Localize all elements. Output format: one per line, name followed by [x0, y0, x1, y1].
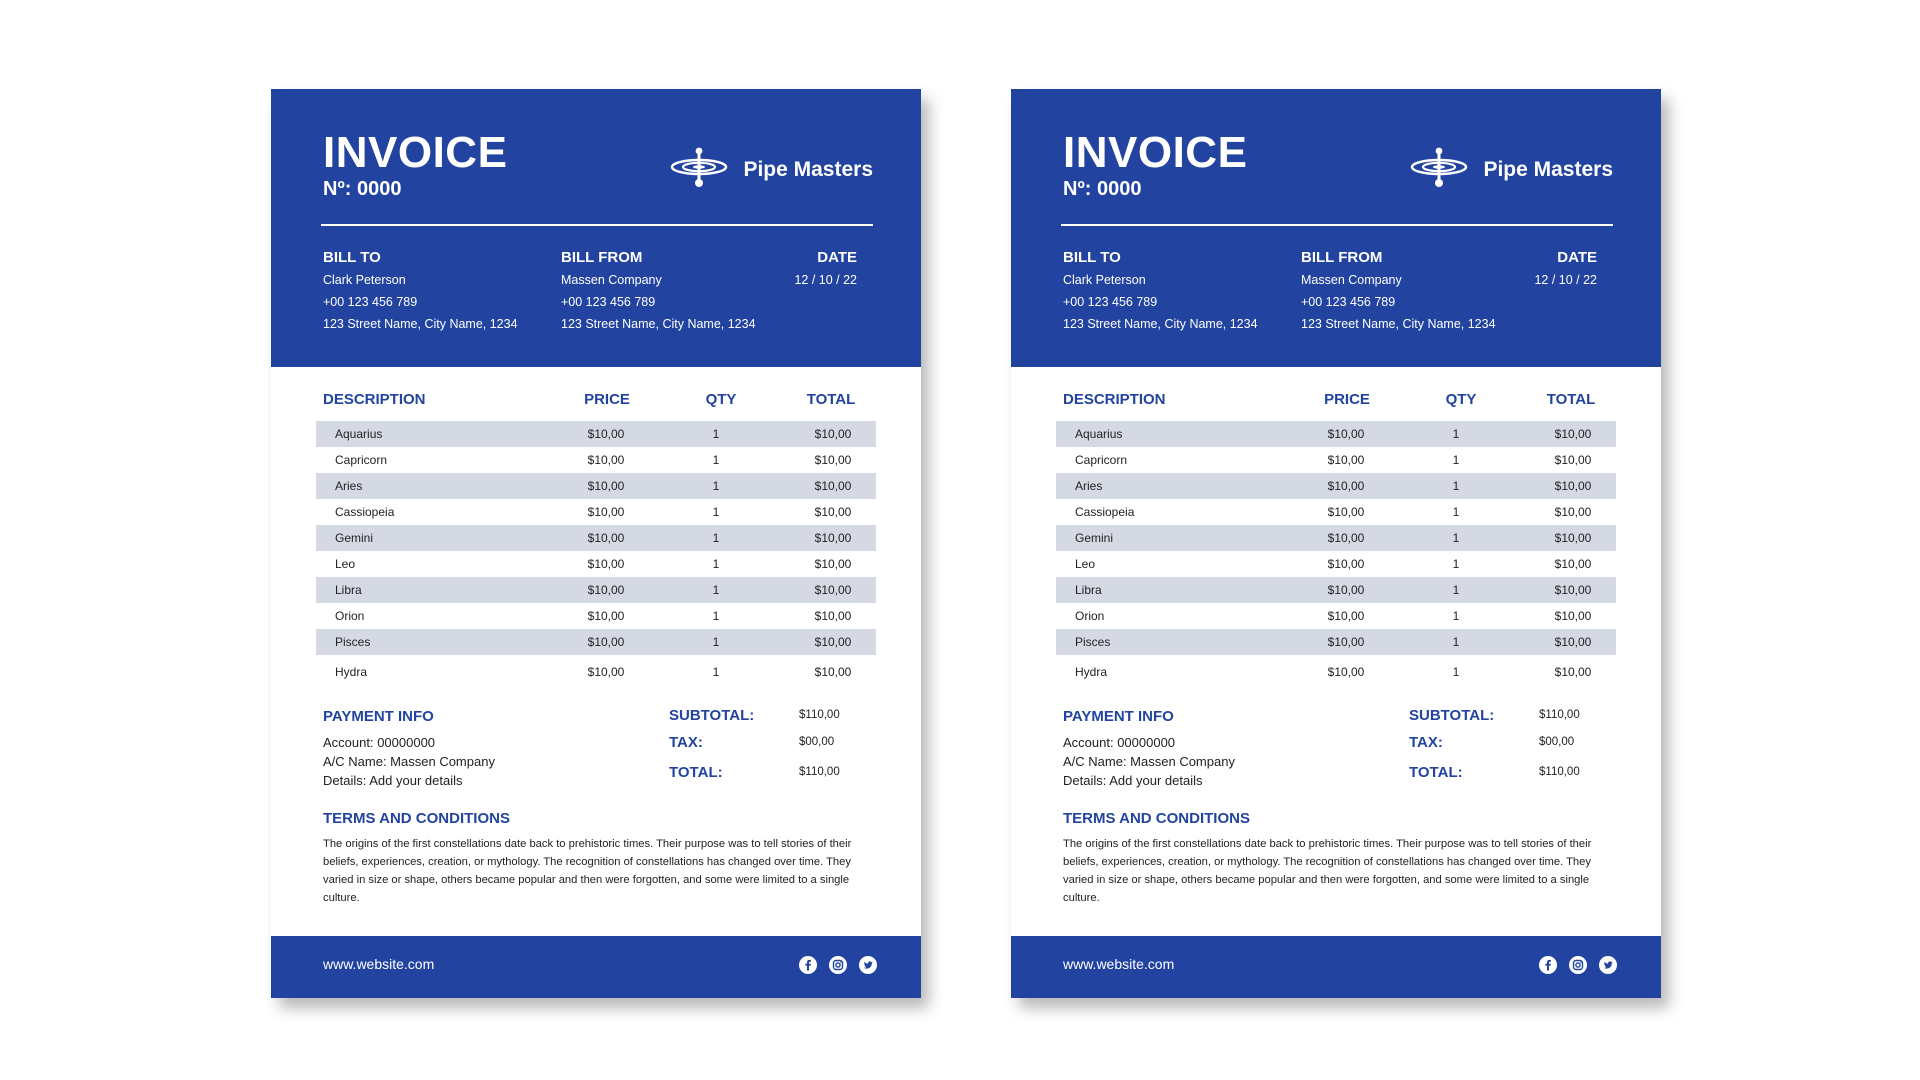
item-description: Hydra [1075, 665, 1108, 679]
total-value: $110,00 [799, 766, 840, 778]
invoice-page-right [1011, 89, 1661, 998]
tax-row [669, 734, 869, 754]
table-row [316, 603, 876, 629]
item-qty: 1 [712, 453, 720, 467]
item-total: $10,00 [814, 427, 852, 441]
total-label: TOTAL: [1409, 764, 1463, 781]
item-price: $10,00 [587, 505, 625, 519]
item-qty: 1 [1452, 635, 1460, 649]
table-row [316, 447, 876, 473]
item-total: $10,00 [1554, 531, 1592, 545]
bill-to-name: Clark Peterson [323, 273, 406, 287]
item-description: Libra [1075, 583, 1102, 597]
item-qty: 1 [1452, 609, 1460, 623]
social-links [1539, 956, 1617, 974]
item-qty: 1 [712, 427, 720, 441]
bill-to-heading: BILL TO [323, 249, 381, 266]
col-price: PRICE [584, 391, 630, 408]
bill-to-address: 123 Street Name, City Name, 1234 [323, 317, 518, 331]
item-qty: 1 [1452, 531, 1460, 545]
instagram-icon[interactable] [829, 956, 847, 974]
bill-from-phone: +00 123 456 789 [561, 295, 656, 309]
date-value: 12 / 10 / 22 [794, 273, 857, 287]
table-row [316, 551, 876, 577]
item-description: Gemini [335, 531, 374, 545]
bill-from-name: Massen Company [1301, 273, 1402, 287]
payment-account: Account: 00000000 [1063, 735, 1176, 750]
items-table-body [316, 421, 876, 687]
total-row [669, 764, 869, 784]
item-total: $10,00 [1554, 557, 1592, 571]
subtotal-value: $110,00 [1539, 709, 1580, 721]
invoice-page-left [271, 89, 921, 998]
date-block [1534, 249, 1597, 291]
item-price: $10,00 [1327, 531, 1365, 545]
payment-account: Account: 00000000 [323, 735, 436, 750]
terms-heading: TERMS AND CONDITIONS [1063, 810, 1250, 827]
instagram-icon[interactable] [1569, 956, 1587, 974]
item-qty: 1 [1452, 665, 1460, 679]
table-row [1056, 551, 1616, 577]
payment-heading: PAYMENT INFO [323, 708, 434, 725]
col-qty: QTY [1445, 391, 1477, 408]
date-heading: DATE [1557, 249, 1597, 266]
brand-logo [1409, 145, 1613, 194]
item-qty: 1 [1452, 557, 1460, 571]
item-total: $10,00 [814, 665, 852, 679]
facebook-icon[interactable] [799, 956, 817, 974]
bill-from-address: 123 Street Name, City Name, 1234 [1301, 317, 1496, 331]
invoice-header [1011, 89, 1661, 367]
item-total: $10,00 [814, 531, 852, 545]
item-description: Aquarius [335, 427, 383, 441]
subtotal-row [669, 707, 869, 727]
item-qty: 1 [712, 531, 720, 545]
item-total: $10,00 [1554, 505, 1592, 519]
items-table-body [1056, 421, 1616, 687]
subtotal-row [1409, 707, 1609, 727]
table-row [316, 577, 876, 603]
item-qty: 1 [712, 635, 720, 649]
table-row [316, 421, 876, 447]
item-price: $10,00 [1327, 665, 1365, 679]
item-total: $10,00 [1554, 583, 1592, 597]
invoice-number: Nº: 0000 [1063, 178, 1142, 200]
table-row [1056, 629, 1616, 655]
bill-from-block [1301, 249, 1496, 335]
terms-and-conditions [323, 809, 873, 907]
facebook-icon[interactable] [1539, 956, 1557, 974]
item-price: $10,00 [587, 453, 625, 467]
subtotal-label: SUBTOTAL: [1409, 707, 1495, 724]
header-divider [1061, 224, 1613, 226]
tax-value: $00,00 [799, 736, 835, 748]
item-price: $10,00 [587, 479, 625, 493]
item-price: $10,00 [1327, 609, 1365, 623]
item-qty: 1 [712, 665, 720, 679]
item-price: $10,00 [1327, 453, 1365, 467]
items-table-header [1063, 391, 1613, 411]
item-qty: 1 [712, 479, 720, 493]
table-row [316, 629, 876, 655]
col-total: TOTAL [806, 391, 856, 408]
date-heading: DATE [817, 249, 857, 266]
item-description: Orion [1075, 609, 1105, 623]
brand-name: Pipe Masters [1483, 157, 1613, 181]
brand-name: Pipe Masters [743, 157, 873, 181]
item-price: $10,00 [1327, 557, 1365, 571]
table-row [1056, 603, 1616, 629]
payment-info [323, 707, 495, 790]
table-row [1056, 655, 1616, 687]
twitter-icon[interactable] [859, 956, 877, 974]
item-price: $10,00 [587, 583, 625, 597]
item-total: $10,00 [814, 557, 852, 571]
item-price: $10,00 [1327, 505, 1365, 519]
total-label: TOTAL: [669, 764, 723, 781]
tax-value: $00,00 [1539, 736, 1575, 748]
item-qty: 1 [712, 609, 720, 623]
item-description: Pisces [335, 635, 371, 649]
pipe-masters-logo-icon [1409, 145, 1475, 194]
table-row [316, 655, 876, 687]
item-total: $10,00 [814, 453, 852, 467]
table-row [316, 473, 876, 499]
payment-details: Details: Add your details [323, 773, 463, 788]
payment-ac-name: A/C Name: Massen Company [323, 754, 495, 769]
header-divider [321, 224, 873, 226]
subtotal-label: SUBTOTAL: [669, 707, 755, 724]
item-description: Aquarius [1075, 427, 1123, 441]
item-description: Capricorn [1075, 453, 1128, 467]
item-total: $10,00 [814, 583, 852, 597]
table-row [316, 525, 876, 551]
item-price: $10,00 [1327, 427, 1365, 441]
item-qty: 1 [712, 583, 720, 597]
terms-text: The origins of the first constellations date back to prehistoric times. Their purpose was to tell stories of their beliefs, experiences, creation, or mythology. The recognition of constellations has changed over time. They varied in size or shape, others became popular and then were forgotten, and some were limited to a single culture. [1063, 838, 1592, 904]
item-price: $10,00 [587, 609, 625, 623]
invoice-footer [1011, 936, 1661, 998]
bill-to-block [323, 249, 518, 335]
payment-ac-name: A/C Name: Massen Company [1063, 754, 1235, 769]
payment-heading: PAYMENT INFO [1063, 708, 1174, 725]
col-total: TOTAL [1546, 391, 1596, 408]
payment-info [1063, 707, 1235, 790]
item-qty: 1 [1452, 453, 1460, 467]
col-price: PRICE [1324, 391, 1370, 408]
date-block [794, 249, 857, 291]
invoice-header [271, 89, 921, 367]
table-row [316, 499, 876, 525]
bill-from-address: 123 Street Name, City Name, 1234 [561, 317, 756, 331]
date-value: 12 / 10 / 22 [1534, 273, 1597, 287]
pipe-masters-logo-icon [669, 145, 735, 194]
item-price: $10,00 [1327, 635, 1365, 649]
item-total: $10,00 [814, 609, 852, 623]
item-total: $10,00 [814, 635, 852, 649]
invoice-title: INVOICE [323, 128, 508, 177]
bill-from-heading: BILL FROM [561, 249, 643, 266]
tax-label: TAX: [1409, 734, 1443, 751]
invoice-title: INVOICE [1063, 128, 1248, 177]
item-total: $10,00 [1554, 665, 1592, 679]
website-link[interactable]: www.website.com [1063, 956, 1175, 972]
col-description: DESCRIPTION [1063, 391, 1166, 408]
item-description: Cassiopeia [1075, 505, 1135, 519]
bill-to-block [1063, 249, 1258, 335]
bill-to-address: 123 Street Name, City Name, 1234 [1063, 317, 1258, 331]
bill-from-heading: BILL FROM [1301, 249, 1383, 266]
bill-to-phone: +00 123 456 789 [1063, 295, 1158, 309]
invoice-footer [271, 936, 921, 998]
terms-text: The origins of the first constellations date back to prehistoric times. Their purpose was to tell stories of their beliefs, experiences, creation, or mythology. The recognition of constellations has changed over time. They varied in size or shape, others became popular and then were forgotten, and some were limited to a single culture. [323, 838, 852, 904]
bill-from-name: Massen Company [561, 273, 662, 287]
item-description: Leo [335, 557, 356, 571]
items-table-header [323, 391, 873, 411]
item-total: $10,00 [1554, 635, 1592, 649]
bill-to-phone: +00 123 456 789 [323, 295, 418, 309]
item-description: Libra [335, 583, 362, 597]
item-price: $10,00 [587, 557, 625, 571]
item-qty: 1 [1452, 427, 1460, 441]
item-description: Aries [335, 479, 363, 493]
invoice-number: Nº: 0000 [323, 178, 402, 200]
table-row [1056, 499, 1616, 525]
payment-details: Details: Add your details [1063, 773, 1203, 788]
item-price: $10,00 [587, 665, 625, 679]
item-total: $10,00 [1554, 453, 1592, 467]
brand-logo [669, 145, 873, 194]
item-price: $10,00 [587, 531, 625, 545]
item-description: Aries [1075, 479, 1103, 493]
total-value: $110,00 [1539, 766, 1580, 778]
item-price: $10,00 [587, 635, 625, 649]
table-row [1056, 421, 1616, 447]
terms-and-conditions [1063, 809, 1613, 907]
tax-row [1409, 734, 1609, 754]
website-link[interactable]: www.website.com [323, 956, 435, 972]
terms-heading: TERMS AND CONDITIONS [323, 810, 510, 827]
item-description: Capricorn [335, 453, 388, 467]
item-total: $10,00 [1554, 479, 1592, 493]
item-description: Leo [1075, 557, 1096, 571]
table-row [1056, 525, 1616, 551]
item-total: $10,00 [814, 505, 852, 519]
item-qty: 1 [712, 505, 720, 519]
item-description: Orion [335, 609, 365, 623]
tax-label: TAX: [669, 734, 703, 751]
item-qty: 1 [1452, 479, 1460, 493]
item-total: $10,00 [814, 479, 852, 493]
twitter-icon[interactable] [1599, 956, 1617, 974]
item-description: Hydra [335, 665, 368, 679]
item-description: Gemini [1075, 531, 1114, 545]
item-total: $10,00 [1554, 609, 1592, 623]
item-qty: 1 [1452, 583, 1460, 597]
bill-from-phone: +00 123 456 789 [1301, 295, 1396, 309]
bill-from-block [561, 249, 756, 335]
item-price: $10,00 [1327, 583, 1365, 597]
item-total: $10,00 [1554, 427, 1592, 441]
bill-to-name: Clark Peterson [1063, 273, 1146, 287]
item-qty: 1 [1452, 505, 1460, 519]
item-price: $10,00 [1327, 479, 1365, 493]
item-qty: 1 [712, 557, 720, 571]
table-row [1056, 447, 1616, 473]
col-qty: QTY [705, 391, 737, 408]
social-links [799, 956, 877, 974]
item-description: Pisces [1075, 635, 1111, 649]
table-row [1056, 577, 1616, 603]
subtotal-value: $110,00 [799, 709, 840, 721]
bill-to-heading: BILL TO [1063, 249, 1121, 266]
table-row [1056, 473, 1616, 499]
item-description: Cassiopeia [335, 505, 395, 519]
col-description: DESCRIPTION [323, 391, 426, 408]
item-price: $10,00 [587, 427, 625, 441]
total-row [1409, 764, 1609, 784]
